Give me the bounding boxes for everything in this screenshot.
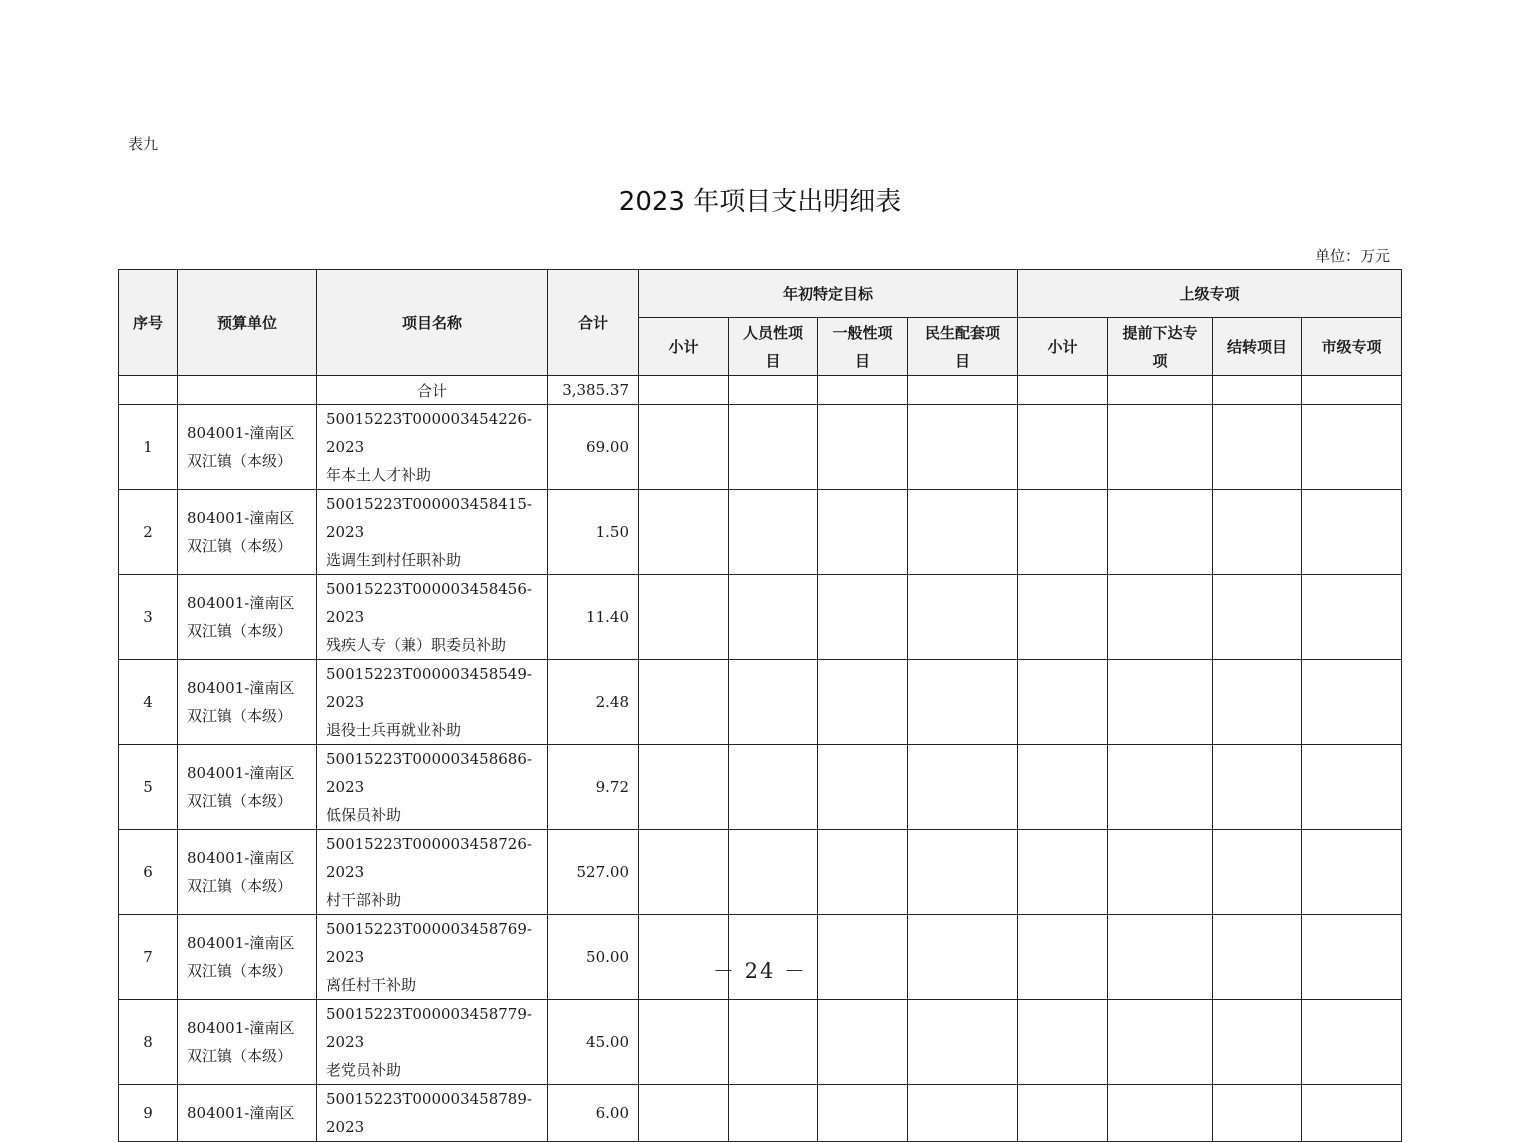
header-g2-city: 市级专项	[1302, 318, 1402, 376]
row-project: 50015223T000003458456-2023 残疾人专（兼）职委员补助	[317, 575, 548, 660]
row-seq: 7	[119, 915, 178, 1000]
table-label: 表九	[128, 135, 159, 153]
header-g1-general: 一般性项 目	[818, 318, 908, 376]
row-unit: 804001-潼南区 双江镇（本级）	[178, 575, 317, 660]
table-row	[119, 405, 1402, 490]
total-row	[119, 376, 1402, 405]
header-group-initial-targets: 年初特定目标	[639, 270, 1018, 318]
row-seq: 8	[119, 1000, 178, 1085]
budget-table	[118, 269, 1402, 1142]
table-row	[119, 660, 1402, 745]
row-unit: 804001-潼南区 双江镇（本级）	[178, 660, 317, 745]
row-project: 50015223T000003454226-2023 年本土人才补助	[317, 405, 548, 490]
unit-label: 单位：万元	[1314, 247, 1390, 265]
row-total: 1.50	[548, 490, 639, 575]
row-seq: 4	[119, 660, 178, 745]
header-seq: 序号	[119, 270, 178, 376]
row-project: 50015223T000003458415-2023 选调生到村任职补助	[317, 490, 548, 575]
row-unit: 804001-潼南区 双江镇（本级）	[178, 830, 317, 915]
row-project: 50015223T000003458726-2023 村干部补助	[317, 830, 548, 915]
header-g2-subtotal: 小计	[1018, 318, 1108, 376]
row-total: 50.00	[548, 915, 639, 1000]
row-project: 50015223T000003458779-2023 老党员补助	[317, 1000, 548, 1085]
row-project: 50015223T000003458789-2023	[317, 1085, 548, 1142]
row-project: 50015223T000003458549-2023 退役士兵再就业补助	[317, 660, 548, 745]
row-project: 50015223T000003458686-2023 低保员补助	[317, 745, 548, 830]
total-row-value: 3,385.37	[548, 376, 639, 405]
row-total: 527.00	[548, 830, 639, 915]
row-total: 11.40	[548, 575, 639, 660]
row-total: 9.72	[548, 745, 639, 830]
row-project: 50015223T000003458769-2023 离任村干补助	[317, 915, 548, 1000]
row-seq: 6	[119, 830, 178, 915]
header-g1-livelihood: 民生配套项 目	[908, 318, 1018, 376]
row-seq: 2	[119, 490, 178, 575]
row-total: 45.00	[548, 1000, 639, 1085]
header-project: 项目名称	[317, 270, 548, 376]
row-total: 69.00	[548, 405, 639, 490]
page-title: 2023 年项目支出明细表	[618, 187, 902, 217]
row-unit: 804001-潼南区 双江镇（本级）	[178, 405, 317, 490]
row-unit: 804001-潼南区 双江镇（本级）	[178, 915, 317, 1000]
row-total: 6.00	[548, 1085, 639, 1142]
header-g1-subtotal: 小计	[639, 318, 729, 376]
header-group-superior-special: 上级专项	[1018, 270, 1402, 318]
table-row	[119, 1000, 1402, 1085]
table-row	[119, 490, 1402, 575]
row-total: 2.48	[548, 660, 639, 745]
page-number: － 24 －	[712, 959, 808, 983]
row-unit: 804001-潼南区	[178, 1085, 317, 1142]
header-g2-advance: 提前下达专 项	[1108, 318, 1213, 376]
total-row-label: 合计	[317, 376, 548, 405]
row-unit: 804001-潼南区 双江镇（本级）	[178, 1000, 317, 1085]
row-seq: 5	[119, 745, 178, 830]
table-row	[119, 745, 1402, 830]
header-total: 合计	[548, 270, 639, 376]
header-g1-staff: 人员性项 目	[729, 318, 818, 376]
row-unit: 804001-潼南区 双江镇（本级）	[178, 490, 317, 575]
row-seq: 9	[119, 1085, 178, 1142]
row-unit: 804001-潼南区 双江镇（本级）	[178, 745, 317, 830]
table-row	[119, 575, 1402, 660]
table-row	[119, 1085, 1402, 1142]
row-seq: 3	[119, 575, 178, 660]
header-unit: 预算单位	[178, 270, 317, 376]
header-g2-carryover: 结转项目	[1213, 318, 1302, 376]
table-row	[119, 830, 1402, 915]
row-seq: 1	[119, 405, 178, 490]
